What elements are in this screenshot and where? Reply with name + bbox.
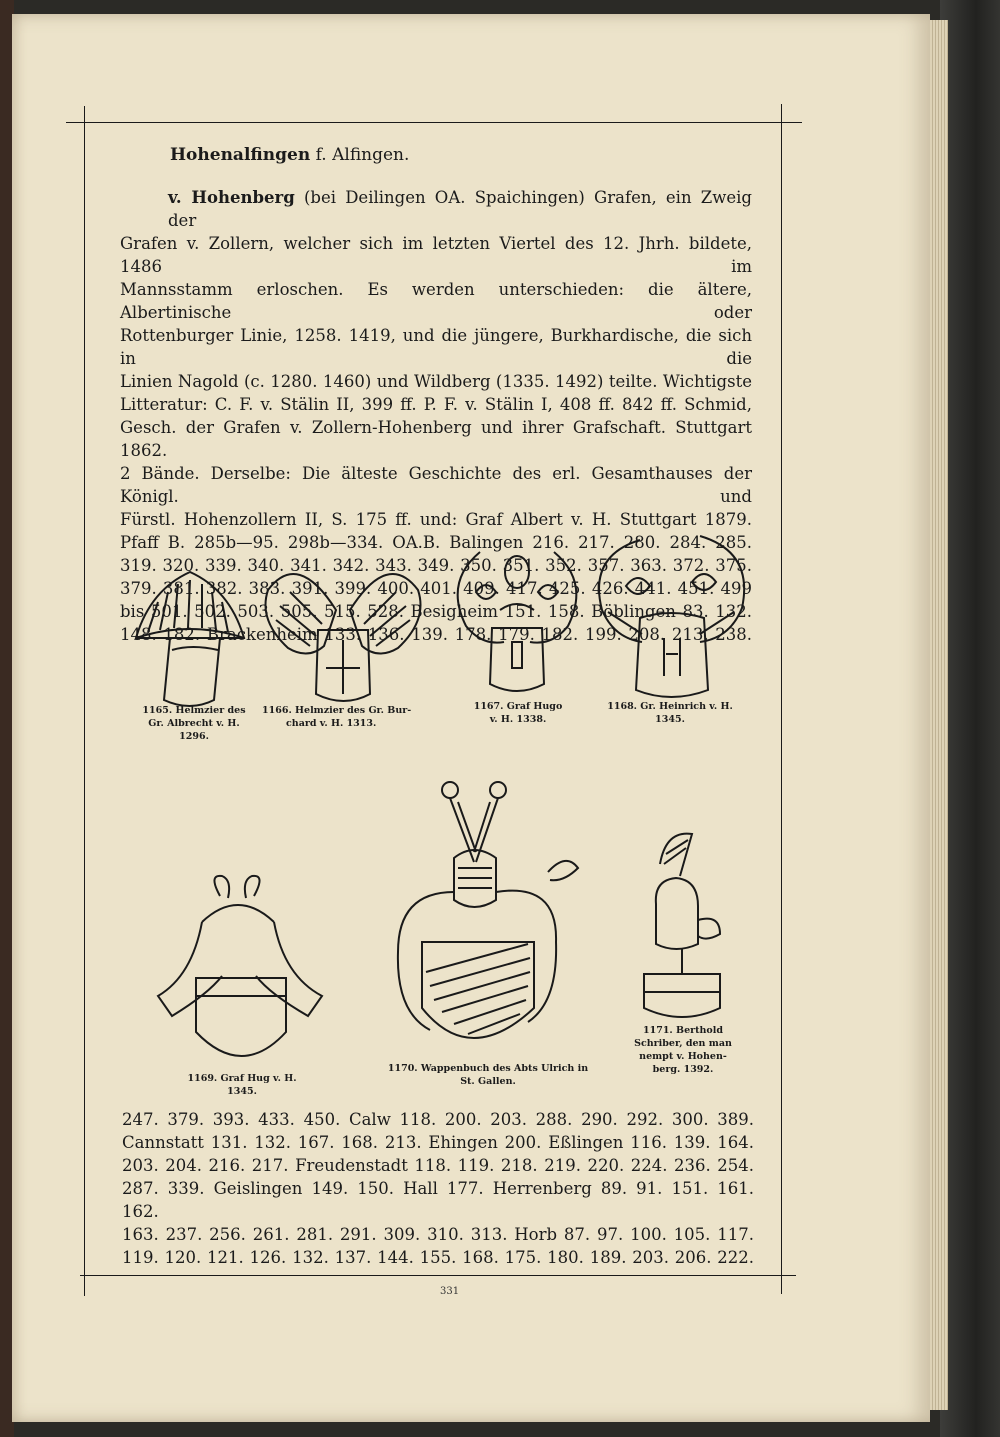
entry-line: 247. 379. 393. 433. 450. Calw 118. 200. 203. 288. 290. 292. 300. 389. <box>122 1110 754 1129</box>
caption-1168 <box>600 700 740 726</box>
caption-line: 1345. <box>655 714 685 725</box>
book-cover-right <box>940 0 1000 1437</box>
entry-line: Grafen v. Zollern, welcher sich im letzten Viertel des 12. Jhrh. bildete, 1486 im <box>120 234 752 276</box>
caption-line: 1169. Graf Hug v. H. <box>187 1073 297 1084</box>
crest-figure-1167 <box>452 542 582 702</box>
crest-figure-1165 <box>130 560 250 710</box>
headword: Hohenalfingen <box>170 145 311 165</box>
entry-line: Mannsstamm erloschen. Es werden unterschieden: die ältere, Albertinische oder <box>120 280 752 322</box>
frame-left-rule <box>84 106 85 1296</box>
entry-line: 203. 204. 216. 217. Freudenstadt 118. 119. 218. 219. 220. 224. 236. 254. <box>122 1156 754 1175</box>
caption-line: 1165. Helmzier des <box>142 705 246 716</box>
entry-line: Gesch. der Grafen v. Zollern-Hohenberg und ihrer Grafschaft. Stuttgart 1862. <box>120 418 752 460</box>
caption-line: 1168. Gr. Heinrich v. H. <box>607 701 733 712</box>
caption-line: nempt v. Hohen- <box>639 1051 727 1062</box>
crest-figure-1170 <box>378 772 598 1082</box>
caption-line: 1345. <box>227 1086 257 1097</box>
caption-line: v. H. 1338. <box>489 714 547 725</box>
entry-hohenalfingen <box>170 144 570 167</box>
caption-line: St. Gallen. <box>460 1076 516 1087</box>
entry-line: 379. 381. 382. 383. 391. 399. 400. 401. 409. 417. 425. 426. 441. 451. 499 <box>120 579 752 598</box>
entry-line: Pfaff B. 285b—95. 298b—334. OA.B. Balingen 216. 217. 280. 284. 285. <box>120 533 752 552</box>
entry-line <box>120 186 752 232</box>
book-page <box>12 14 930 1422</box>
caption-1171 <box>620 1024 746 1076</box>
caption-line: 1171. Berthold <box>642 1025 724 1036</box>
frame-top-rule <box>66 122 802 123</box>
entry-line: Cannstatt 131. 132. 167. 168. 213. Ehingen 200. Eßlingen 116. 139. 164. <box>122 1133 754 1152</box>
caption-1169 <box>162 1072 322 1098</box>
caption-1165 <box>124 704 264 743</box>
entry-line: 319. 320. 339. 340. 341. 342. 343. 349. 350. 351. 352. 357. 363. 372. 375. <box>120 556 752 575</box>
caption-line: Gr. Albrecht v. H. <box>148 718 240 729</box>
entry-line: 287. 339. Geislingen 149. 150. Hall 177. Herrenberg 89. 91. 151. 161. 162. <box>122 1179 754 1221</box>
entry-line: 148. 182. Brackenheim 133. 136. 139. 178. 179. 182. 199. 208. 213. 238. <box>120 625 752 644</box>
entry-line: Rottenburger Linie, 1258. 1419, und die jüngere, Burkhardische, die sich in die <box>120 326 752 368</box>
caption-line: berg. 1392. <box>652 1064 714 1075</box>
headword: v. Hohenberg <box>168 188 295 207</box>
entry-line: bis 501. 502. 503. 505. 515. 528. Besigheim 151. 158. Böblingen 83. 132. <box>120 602 752 621</box>
caption-line: 1296. <box>179 731 209 742</box>
caption-line: Schriber, den man <box>634 1038 732 1049</box>
entry-line: 119. 120. 121. 126. 132. 137. 144. 155. 168. 175. 180. 189. 203. 206. 222. <box>122 1248 754 1267</box>
caption-1170 <box>372 1062 604 1088</box>
entry-line: 163. 237. 256. 261. 281. 291. 309. 310. 313. Horb 87. 97. 100. 105. 117. <box>122 1225 754 1244</box>
crest-figure-1168 <box>596 526 746 702</box>
caption-line: chard v. H. 1313. <box>286 718 377 729</box>
crest-figure-1166 <box>258 550 428 702</box>
frame-right-rule <box>781 104 782 1294</box>
caption-1166 <box>262 704 434 730</box>
entry-line: 2 Bände. Derselbe: Die älteste Geschichte des erl. Gesamthauses der Königl. und <box>120 464 752 506</box>
entry-line: Litteratur: C. F. v. Stälin II, 399 ff. P. F. v. Stälin I, 408 ff. 842 ff. Schmid, <box>120 395 752 414</box>
caption-line: 1167. Graf Hugo <box>473 701 563 712</box>
page-number: 331 <box>440 1286 460 1297</box>
entry-text: (bei Deilingen OA. Spaichingen) Grafen, ein Zweig der <box>168 188 752 230</box>
caption-1167 <box>460 700 576 726</box>
entry-line: Linien Nagold (c. 1280. 1460) und Wildberg (1335. 1492) teilte. Wichtigste <box>120 372 752 391</box>
frame-bottom-rule <box>80 1275 796 1276</box>
caption-line: 1166. Helmzier des Gr. Bur- <box>262 705 412 716</box>
crest-figure-1169 <box>152 866 332 1076</box>
crest-figure-1171 <box>636 824 736 1026</box>
caption-line: 1170. Wappenbuch des Abts Ulrich in <box>387 1063 589 1074</box>
entry-line: Fürstl. Hohenzollern II, S. 175 ff. und: Graf Albert v. H. Stuttgart 1879. <box>120 510 752 529</box>
entry-continuation <box>122 1108 754 1269</box>
entry-text: f. Alfingen. <box>310 145 410 165</box>
